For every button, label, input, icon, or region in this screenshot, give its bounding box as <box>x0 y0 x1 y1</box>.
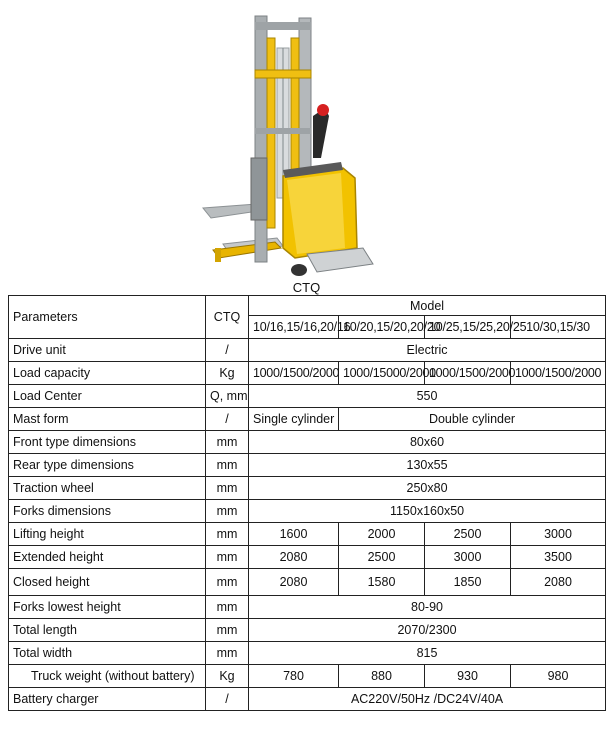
model-header: Model <box>249 296 606 316</box>
row-unit: / <box>206 688 249 711</box>
row-unit: / <box>206 339 249 362</box>
row-label: Extended height <box>9 546 206 569</box>
table-row <box>9 477 606 500</box>
row-value: 2000 <box>339 523 425 546</box>
row-unit: Q, mm <box>206 385 249 408</box>
row-unit: mm <box>206 431 249 454</box>
row-value: 3500 <box>511 546 606 569</box>
row-label: Forks lowest height <box>9 596 206 619</box>
electric-stacker-image <box>195 8 385 280</box>
table-row <box>9 619 606 642</box>
row-unit: / <box>206 408 249 431</box>
row-value: 250x80 <box>249 477 606 500</box>
row-value: 780 <box>249 665 339 688</box>
row-value: 980 <box>511 665 606 688</box>
row-label: Mast form <box>9 408 206 431</box>
row-value: 1580 <box>339 569 425 596</box>
row-value: 2080 <box>249 569 339 596</box>
table-row <box>9 546 606 569</box>
row-value: 2500 <box>425 523 511 546</box>
row-unit: mm <box>206 500 249 523</box>
row-value: 1000/1500/2000 <box>511 362 606 385</box>
table-row <box>9 688 606 711</box>
row-unit: mm <box>206 477 249 500</box>
row-unit: mm <box>206 642 249 665</box>
row-value: 3000 <box>511 523 606 546</box>
table-row <box>9 431 606 454</box>
row-value: 1850 <box>425 569 511 596</box>
row-unit: mm <box>206 523 249 546</box>
row-label: Traction wheel <box>9 477 206 500</box>
table-row <box>9 362 606 385</box>
row-value: 1600 <box>249 523 339 546</box>
row-value: 1150x160x50 <box>249 500 606 523</box>
row-unit: mm <box>206 619 249 642</box>
table-row <box>9 642 606 665</box>
table-row <box>9 500 606 523</box>
row-unit: Kg <box>206 665 249 688</box>
model-cell: 10/16,15/16,20/16 <box>249 316 339 339</box>
row-value: 550 <box>249 385 606 408</box>
ctq-header: CTQ <box>206 296 249 339</box>
parameters-header: Parameters <box>9 296 206 339</box>
table-row <box>9 596 606 619</box>
row-label: Closed height <box>9 569 206 596</box>
row-value: 2070/2300 <box>249 619 606 642</box>
row-value: 880 <box>339 665 425 688</box>
row-value: 2080 <box>511 569 606 596</box>
table-row <box>9 454 606 477</box>
table-row <box>9 523 606 546</box>
row-value: 80-90 <box>249 596 606 619</box>
row-value: Double cylinder <box>339 408 606 431</box>
row-unit: mm <box>206 569 249 596</box>
row-value: 930 <box>425 665 511 688</box>
row-value: 815 <box>249 642 606 665</box>
spec-table <box>8 295 606 711</box>
row-value: 2080 <box>249 546 339 569</box>
row-value: AC220V/50Hz /DC24V/40A <box>249 688 606 711</box>
table-row <box>9 665 606 688</box>
table-row <box>9 408 606 431</box>
row-label: Total width <box>9 642 206 665</box>
row-unit: mm <box>206 454 249 477</box>
row-label: Total length <box>9 619 206 642</box>
row-label: Truck weight (without battery) <box>9 665 206 688</box>
row-value: 3000 <box>425 546 511 569</box>
row-value: 80x60 <box>249 431 606 454</box>
row-value: 2500 <box>339 546 425 569</box>
model-cell: 10/30,15/30 <box>511 316 606 339</box>
table-row <box>9 385 606 408</box>
row-label: Battery charger <box>9 688 206 711</box>
row-unit: mm <box>206 596 249 619</box>
row-value: 1000/1500/2000 <box>249 362 339 385</box>
row-label: Load Center <box>9 385 206 408</box>
row-label: Front type dimensions <box>9 431 206 454</box>
model-cell: 10/25,15/25,20/25 <box>425 316 511 339</box>
row-value: 1000/15000/2000 <box>339 362 425 385</box>
row-label: Lifting height <box>9 523 206 546</box>
model-cell: 10/20,15/20,20/20 <box>339 316 425 339</box>
row-label: Rear type dimensions <box>9 454 206 477</box>
row-unit: Kg <box>206 362 249 385</box>
row-label: Drive unit <box>9 339 206 362</box>
table-row <box>9 339 606 362</box>
row-unit: mm <box>206 546 249 569</box>
row-value: 1000/1500/2000 <box>425 362 511 385</box>
product-caption: CTQ <box>292 280 321 295</box>
row-value: 130x55 <box>249 454 606 477</box>
row-label: Load capacity <box>9 362 206 385</box>
row-value: Single cylinder <box>249 408 339 431</box>
table-row <box>9 296 606 316</box>
row-label: Forks dimensions <box>9 500 206 523</box>
row-value: Electric <box>249 339 606 362</box>
table-row <box>9 569 606 596</box>
